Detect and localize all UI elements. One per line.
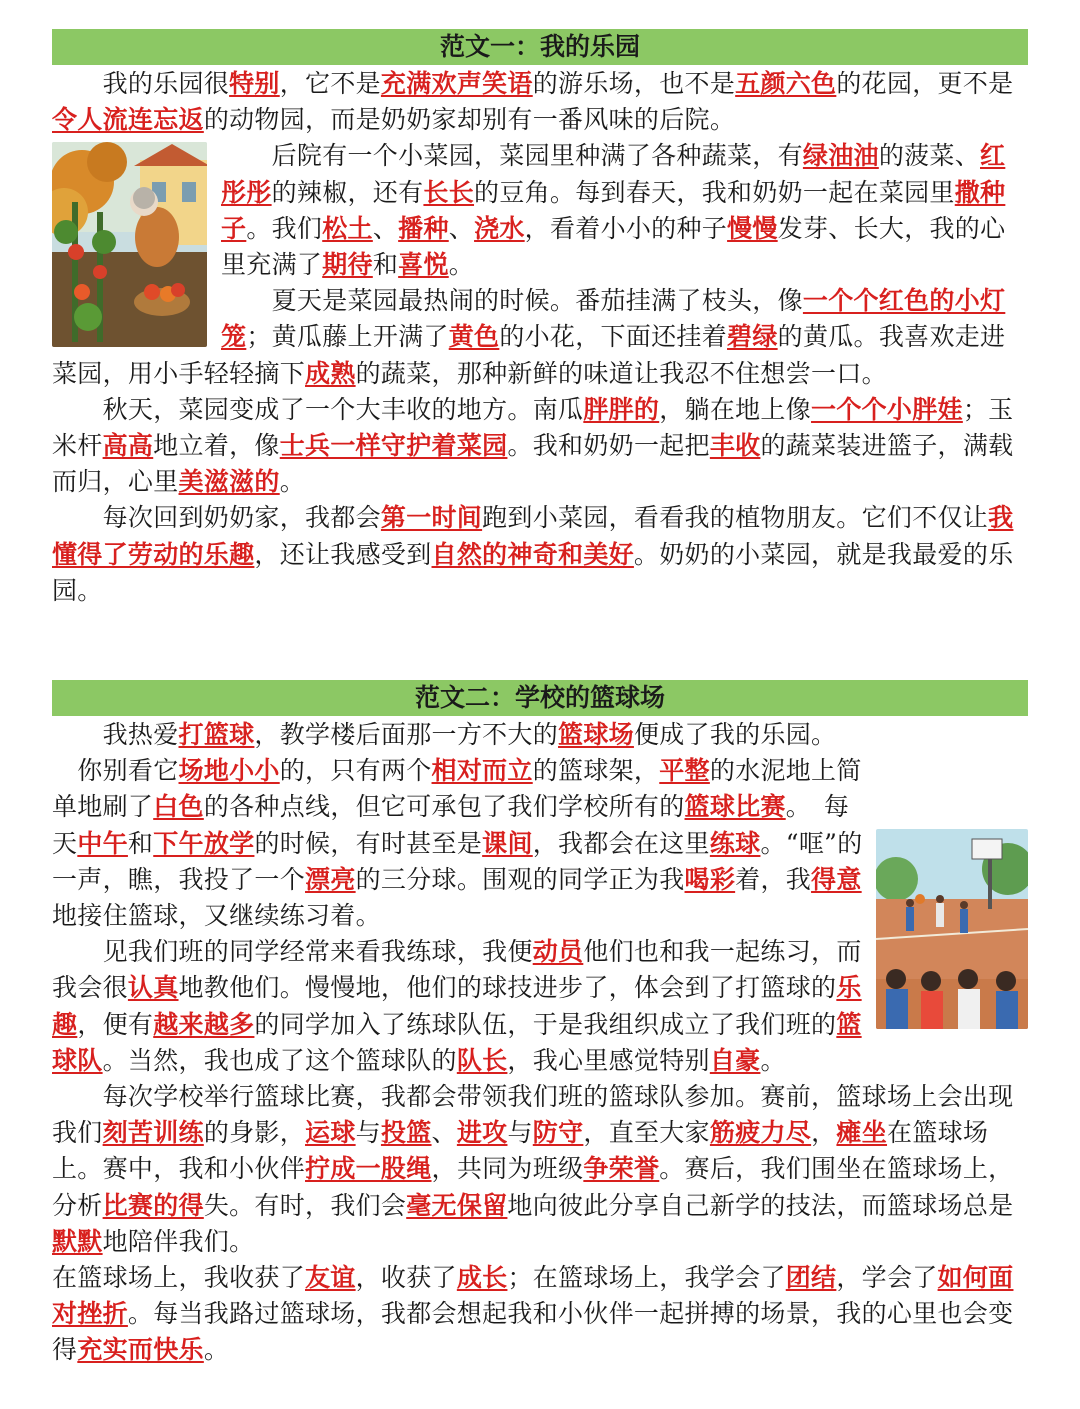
highlighted-phrase: 篮球场: [558, 720, 634, 749]
highlighted-phrase: 瘫坐: [836, 1118, 888, 1148]
highlighted-phrase: 友谊: [305, 1263, 356, 1293]
text-run: 便成了我的乐园。: [633, 720, 837, 749]
text-run: 的同学加入了练球队伍，于是我组织成立了我们班的: [254, 1009, 837, 1039]
highlighted-phrase: 美滋滋的: [178, 467, 280, 497]
highlighted-phrase: 运球: [305, 1118, 356, 1148]
text-run: 地接住篮球，又继续练习着。: [52, 901, 381, 931]
essay1-paragraph: [52, 66, 1028, 138]
text-run: 。我和奶奶一起把: [507, 431, 710, 461]
text-run: 的，只有两个: [279, 756, 432, 786]
highlighted-phrase: 我懂得了劳动的乐趣: [52, 503, 1014, 569]
highlighted-phrase: 胖胖的: [583, 394, 660, 424]
text-run: 。 每天: [52, 792, 850, 858]
essay2-title: 范文二：学校的篮球场: [52, 680, 1028, 716]
highlighted-phrase: 松土: [322, 213, 373, 243]
text-run: 。赛后，我们围坐在篮球场上，分析: [52, 1154, 1014, 1220]
text-run: 每次学校举行篮球比赛，我都会带领我们班的篮球队参加。赛前，篮球场上会出现我们: [52, 1082, 1014, 1148]
text-run: 我热爱: [52, 720, 179, 749]
text-run: ，我心里感觉特别: [507, 1045, 710, 1075]
highlighted-phrase: 越来越多: [153, 1009, 255, 1039]
text-run: 夏天是菜园最热闹的时候。番茄挂满了枝头，像: [221, 286, 803, 316]
essay2-body: [52, 717, 1028, 1369]
text-run: 。: [279, 467, 306, 497]
text-run: 地向彼此分享自己新学的技法，而篮球场总是: [507, 1190, 1014, 1220]
highlighted-phrase: 自然的神奇和美好: [431, 539, 634, 569]
highlighted-phrase: 乐趣: [52, 973, 862, 1039]
text-run: 与: [355, 1118, 381, 1148]
text-run: 与: [507, 1118, 533, 1148]
highlighted-phrase: 篮球比赛: [684, 792, 786, 822]
highlighted-phrase: 特别: [229, 69, 280, 98]
text-run: ，它不是: [279, 69, 381, 98]
highlighted-phrase: 成长: [456, 1263, 508, 1293]
highlighted-phrase: 拧成一股绳: [305, 1154, 432, 1184]
text-run: 的花园，更不是: [836, 69, 1014, 98]
text-run: 的篮球架，: [532, 756, 660, 786]
essay2-paragraph: [52, 1079, 1028, 1260]
text-run: 。“哐”的一声，瞧，我投了一个: [52, 828, 863, 894]
highlighted-phrase: 如何面对挫折: [52, 1263, 1014, 1329]
highlighted-phrase: 防守: [532, 1118, 584, 1148]
text-run: 在篮球场上，我收获了: [52, 1263, 306, 1293]
highlighted-phrase: 丰收: [709, 431, 761, 461]
highlighted-phrase: 慢慢: [727, 213, 778, 243]
basketball-illustration-svg: [876, 829, 1028, 1029]
text-run: ，我都会在这里: [532, 828, 710, 858]
essay1-body: [52, 66, 1028, 609]
text-run: ，便有: [77, 1009, 154, 1039]
essay1-title: 范文一：我的乐园: [52, 29, 1028, 65]
highlighted-phrase: 充实而快乐: [77, 1335, 204, 1365]
highlighted-phrase: 筋疲力尽: [709, 1118, 812, 1148]
text-run: ，收获了: [355, 1263, 457, 1293]
text-run: 的菠菜、: [878, 141, 981, 171]
highlighted-phrase: 成熟: [305, 358, 356, 388]
highlighted-phrase: 期待: [322, 250, 373, 280]
text-run: 在篮球场上。赛中，我和小伙伴: [52, 1118, 989, 1184]
garden-illustration-svg: [52, 142, 207, 347]
text-run: 和: [372, 250, 399, 280]
highlighted-phrase: 默默: [52, 1226, 103, 1256]
highlighted-phrase: 场地小小: [178, 756, 280, 786]
text-run: 地立着，像: [153, 431, 280, 461]
highlighted-phrase: 中午: [77, 828, 128, 858]
text-run: ；黄瓜藤上开满了: [246, 322, 449, 352]
essay1-paragraph: [52, 500, 1028, 609]
essay2-paragraph: [52, 1260, 1028, 1369]
text-run: ，学会了: [836, 1263, 938, 1293]
text-run: 的小花，下面还挂着: [499, 322, 728, 352]
text-run: 我的乐园很: [52, 69, 230, 98]
highlighted-phrase: 队长: [456, 1045, 508, 1075]
highlighted-phrase: 红彤彤: [221, 141, 1006, 207]
text-run: 的身影，: [203, 1118, 306, 1148]
text-run: 秋天，菜园变成了一个大丰收的地方。南瓜: [52, 394, 584, 424]
highlighted-phrase: 比赛的得: [102, 1190, 204, 1220]
text-run: 。每当我路过篮球场，我都会想起我和小伙伴一起拼搏的场景，我的心里也会变得: [52, 1299, 1014, 1365]
highlighted-phrase: 撒种子: [221, 177, 1006, 243]
text-run: 地教他们。慢慢地，他们的球技进步了，体会到了打篮球的: [178, 973, 837, 1003]
highlighted-phrase: 篮球队: [52, 1009, 862, 1075]
text-run: 。我们: [246, 213, 323, 243]
highlighted-phrase: 进攻: [456, 1118, 508, 1148]
highlighted-phrase: 浇水: [474, 213, 525, 243]
text-run: 后院有一个小菜园，菜园里种满了各种蔬菜，有: [221, 141, 803, 171]
highlighted-phrase: 喜悦: [398, 250, 449, 280]
text-run: 、: [448, 213, 475, 243]
text-run: ，看着小小的种子: [524, 213, 728, 243]
basketball-illustration: [876, 829, 1028, 1029]
text-run: 地陪伴我们。: [102, 1226, 255, 1256]
highlighted-phrase: 一个个红色的小灯笼: [221, 286, 1006, 352]
text-run: 。: [760, 1045, 786, 1075]
highlighted-phrase: 第一时间: [380, 503, 483, 533]
text-run: ，: [811, 1118, 837, 1148]
text-run: 和: [127, 828, 154, 858]
text-run: 你别看它: [52, 756, 179, 786]
text-run: 、: [431, 1118, 457, 1148]
highlighted-phrase: 毫无保留: [406, 1190, 508, 1220]
text-run: 。: [448, 250, 475, 280]
highlighted-phrase: 漂亮: [305, 864, 356, 894]
highlighted-phrase: 五颜六色: [735, 69, 837, 98]
text-run: 的蔬菜，那种新鲜的味道让我忍不住想尝一口。: [355, 358, 887, 388]
highlighted-phrase: 自豪: [709, 1045, 761, 1075]
highlighted-phrase: 长长: [423, 177, 475, 207]
text-run: ，躺在地上像: [659, 394, 812, 424]
highlighted-phrase: 平整: [659, 756, 710, 786]
text-run: 失。有时，我们会: [203, 1190, 407, 1220]
text-run: 他们也和我一起练习，而我会很: [52, 937, 862, 1003]
text-run: 着，我: [735, 864, 812, 894]
highlighted-phrase: 充满欢声笑语: [380, 69, 533, 98]
text-run: 的黄瓜。我喜欢走进菜园，用小手轻轻摘下: [52, 322, 1006, 388]
garden-illustration: [52, 142, 207, 347]
highlighted-phrase: 绿油油: [802, 141, 879, 171]
highlighted-phrase: 相对而立: [431, 756, 533, 786]
highlighted-phrase: 得意: [811, 864, 862, 894]
text-run: ，共同为班级: [431, 1154, 584, 1184]
text-run: 。当然，我也成了这个篮球队的: [102, 1045, 457, 1075]
highlighted-phrase: 碧绿: [727, 322, 778, 352]
highlighted-phrase: 高高: [102, 431, 154, 461]
text-run: 、: [372, 213, 399, 243]
text-run: 的各种点线，但它可承包了我们学校所有的: [203, 792, 685, 822]
text-run: 的豆角。每到春天，我和奶奶一起在菜园里: [474, 177, 955, 207]
highlighted-phrase: 白色: [153, 792, 204, 822]
text-run: ，直至大家: [583, 1118, 710, 1148]
text-run: ，还让我感受到: [254, 539, 432, 569]
highlighted-phrase: 喝彩: [684, 864, 736, 894]
highlighted-phrase: 黄色: [448, 322, 500, 352]
highlighted-phrase: 动员: [532, 937, 584, 967]
text-run: ；在篮球场上，我学会了: [507, 1263, 786, 1293]
highlighted-phrase: 团结: [785, 1263, 837, 1293]
essay1-paragraph: [52, 392, 1028, 501]
text-run: 每次回到奶奶家，我都会: [52, 503, 381, 533]
highlighted-phrase: 打篮球: [178, 720, 255, 749]
highlighted-phrase: 播种: [398, 213, 449, 243]
text-run: 见我们班的同学经常来看我练球，我便: [52, 937, 533, 967]
text-run: 的水泥地上简单地刷了: [52, 756, 862, 822]
text-run: 跑到小菜园，看看我的植物朋友。它们不仅让: [482, 503, 989, 533]
text-run: ，教学楼后面那一方不大的: [254, 720, 559, 749]
text-run: 的时候，有时甚至是: [254, 828, 483, 858]
text-run: 。: [203, 1335, 230, 1365]
essay2-paragraph: [52, 717, 1028, 753]
highlighted-phrase: 下午放学: [153, 828, 255, 858]
highlighted-phrase: 士兵一样守护着菜园: [279, 431, 508, 461]
text-run: 的游乐场，也不是: [532, 69, 736, 98]
highlighted-phrase: 练球: [709, 828, 761, 858]
text-run: 的蔬菜装进篮子，满载而归，心里: [52, 431, 1014, 497]
text-run: 。奶奶的小菜园，就是我最爱的乐园。: [52, 539, 1014, 605]
text-run: 发芽、长大，我的心里充满了: [221, 213, 1006, 280]
highlighted-phrase: 争荣誉: [583, 1154, 660, 1184]
highlighted-phrase: 投篮: [380, 1118, 432, 1148]
text-run: ；玉米杆: [52, 394, 1014, 461]
highlighted-phrase: 认真: [127, 973, 179, 1003]
highlighted-phrase: 令人流连忘返: [52, 105, 204, 135]
text-run: 的辣椒，还有: [271, 177, 424, 207]
highlighted-phrase: 一个个小胖娃: [811, 394, 963, 424]
highlighted-phrase: 刻苦训练: [102, 1118, 204, 1148]
highlighted-phrase: 课间: [482, 828, 533, 858]
text-run: 的三分球。围观的同学正为我: [355, 864, 685, 894]
text-run: 的动物园，而是奶奶家却别有一番风味的后院。: [203, 105, 736, 135]
